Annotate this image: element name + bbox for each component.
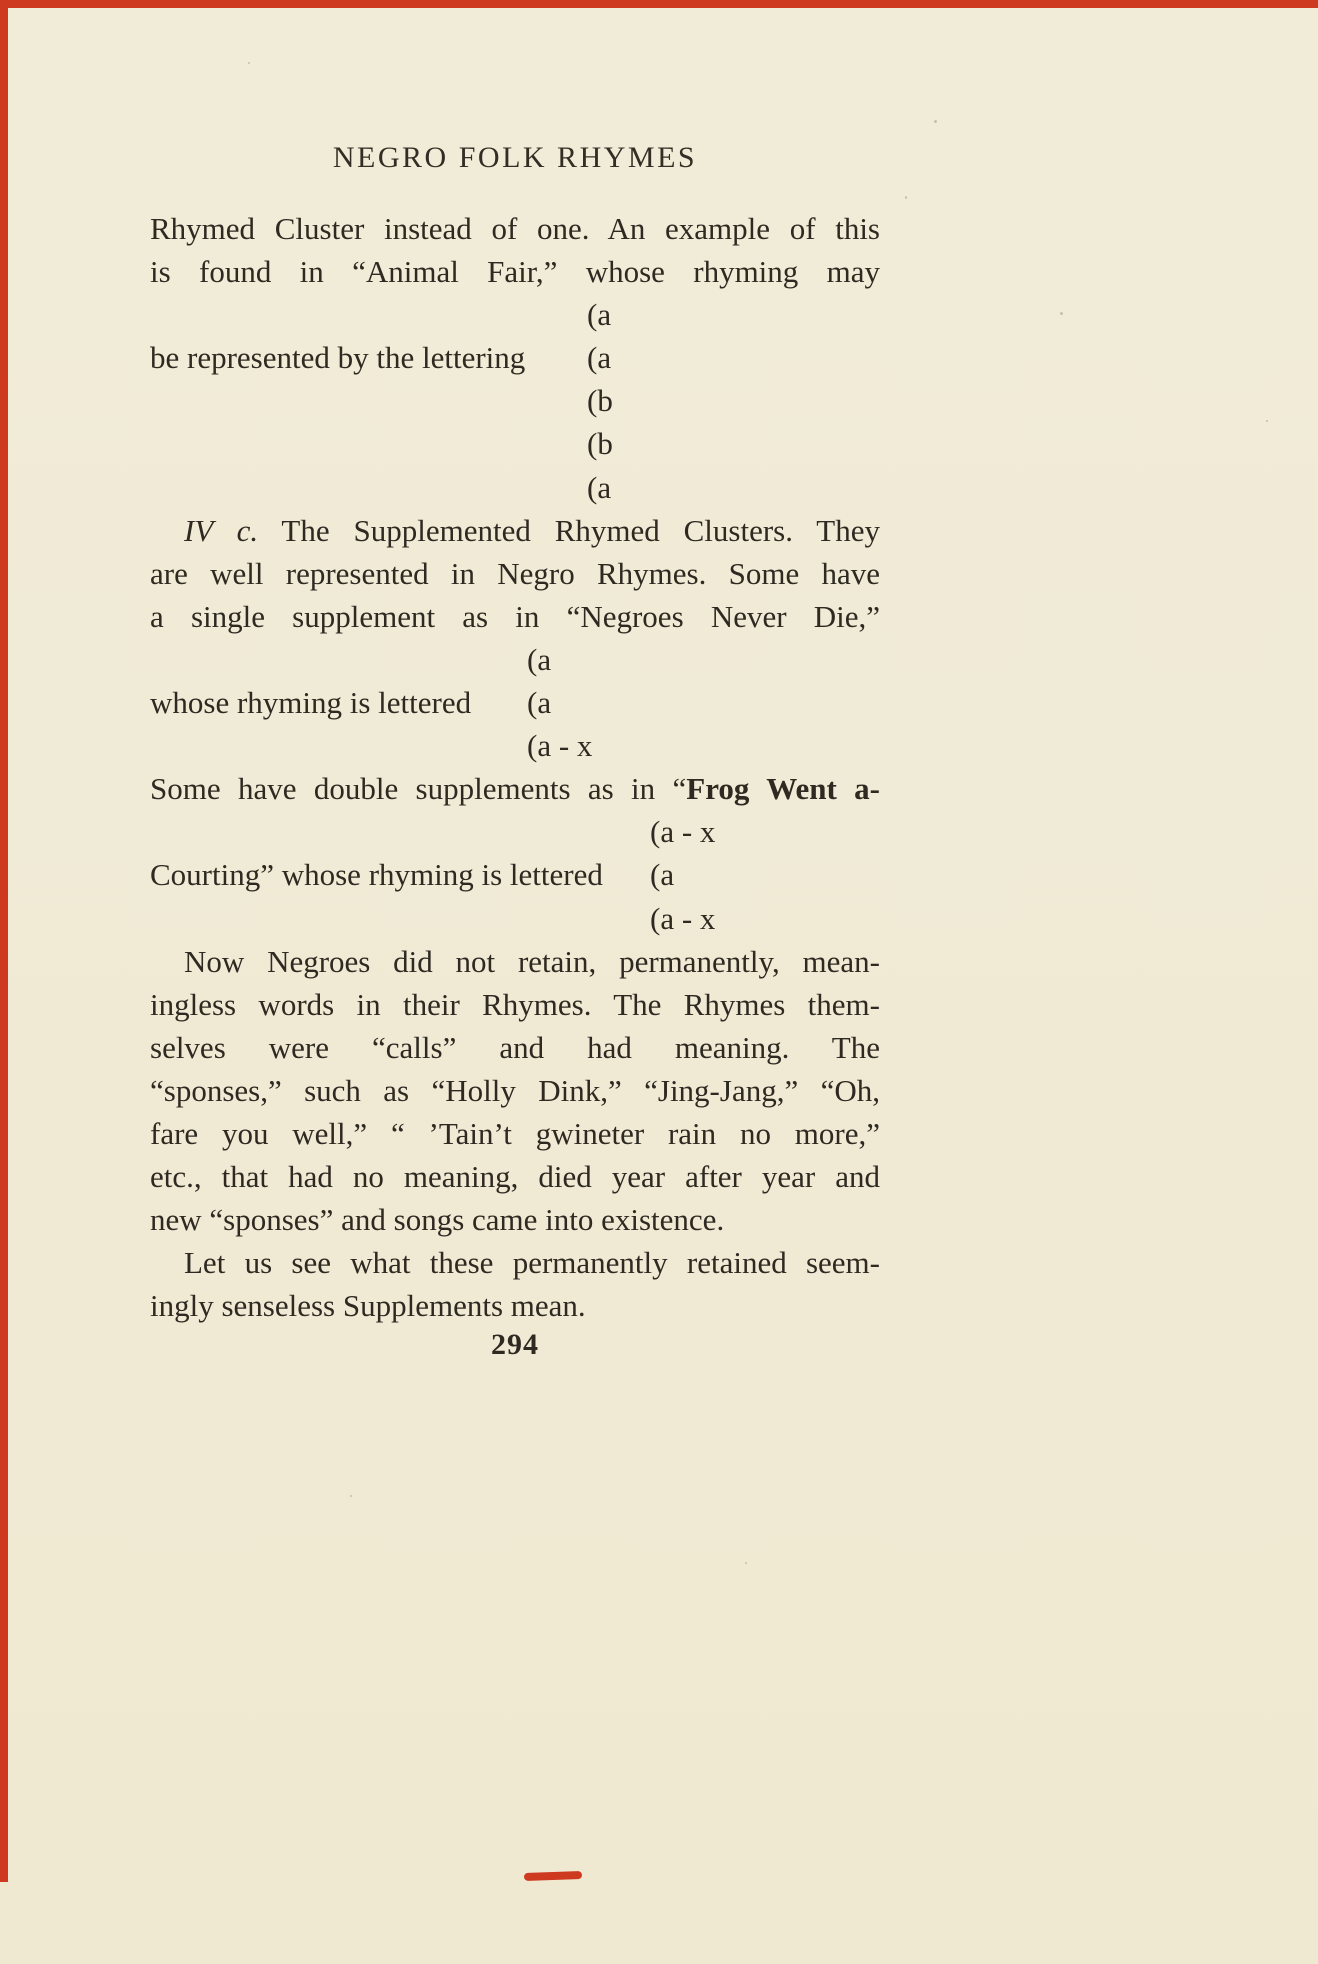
line-text: “sponses,” such as “Holly Dink,” “Jing-Jang,” “Oh, — [150, 1072, 880, 1108]
text-line — [150, 810, 880, 853]
line-text: Rhymed Cluster instead of one. An example of this — [150, 211, 880, 246]
scan-edge-left — [0, 0, 8, 1882]
text-line — [150, 1241, 880, 1284]
scan-speck — [905, 196, 907, 199]
text-line — [150, 1198, 880, 1241]
text-line — [150, 1284, 880, 1327]
text-line — [150, 552, 880, 595]
scan-speck — [350, 1495, 352, 1497]
page-header: NEGRO FOLK RHYMES — [332, 141, 698, 174]
line-text: ingless words in their Rhymes. The Rhymes them- — [150, 986, 880, 1022]
text-line — [150, 1112, 880, 1155]
text-line — [150, 767, 880, 810]
line-text: whose rhyming is lettered — [150, 685, 472, 721]
rhyme-notation: (a - x — [527, 728, 593, 764]
text-line — [150, 509, 880, 552]
text-line — [150, 250, 880, 293]
scan-red-mark — [524, 1871, 582, 1881]
text-line — [150, 638, 880, 681]
line-text: Courting” whose rhyming is lettered — [150, 857, 603, 893]
text-line — [150, 1069, 880, 1112]
line-text: new “sponses” and songs came into existence. — [150, 1202, 725, 1238]
line-text: The Supplemented Rhymed Clusters. They — [258, 512, 880, 548]
line-text: fare you well,” “ ’Tain’t gwineter rain no more,” — [150, 1115, 880, 1151]
line-text: is found in “Animal Fair,” whose rhyming may — [150, 254, 880, 290]
line-text: etc., that had no meaning, died year after year and — [150, 1159, 880, 1195]
text-line — [150, 466, 880, 509]
rhyme-notation: (a — [527, 641, 552, 677]
line-text: selves were “calls” and had meaning. The — [150, 1029, 880, 1065]
line-text: ingly senseless Supplements mean. — [150, 1288, 586, 1324]
scan-edge-top — [0, 0, 1318, 8]
rhyme-notation: (a - x — [650, 900, 716, 936]
text-line — [150, 1026, 880, 1069]
text-line — [150, 983, 880, 1026]
line-text: Some have double supplements as in “ — [150, 771, 687, 807]
line-text: are well represented in Negro Rhymes. Some have — [150, 555, 880, 591]
bold-phrase: Frog Went a- — [686, 771, 880, 807]
rhyme-notation: (b — [587, 426, 613, 462]
scan-speck — [1266, 420, 1268, 422]
rhyme-notation: (a — [650, 857, 675, 893]
italic-lead: IV c. — [184, 512, 259, 548]
rhyme-notation: (a — [587, 469, 612, 505]
page-number: 294 — [491, 1328, 539, 1361]
text-line — [150, 724, 880, 767]
scan-speck — [934, 120, 937, 123]
text-line — [150, 853, 880, 896]
rhyme-notation: (b — [587, 383, 613, 419]
scan-speck — [1060, 312, 1063, 315]
line-text: a single supplement as in “Negroes Never Die,” — [150, 598, 880, 634]
text-line — [150, 207, 880, 250]
line-text: Let us see what these permanently retained seem- — [184, 1245, 880, 1281]
text-line — [150, 293, 880, 336]
text-line — [150, 1155, 880, 1198]
text-line — [150, 897, 880, 940]
scan-speck — [745, 1562, 747, 1564]
rhyme-notation: (a — [587, 340, 612, 376]
text-line — [150, 379, 880, 422]
text-block — [150, 207, 880, 1327]
text-line — [150, 940, 880, 983]
text-line — [150, 422, 880, 465]
scan-speck — [248, 62, 250, 64]
line-text: Now Negroes did not retain, permanently, mean- — [184, 943, 880, 979]
text-line — [150, 595, 880, 638]
text-line — [150, 681, 880, 724]
text-line — [150, 336, 880, 379]
rhyme-notation: (a — [527, 685, 552, 721]
rhyme-notation: (a — [587, 297, 612, 333]
line-text: be represented by the lettering — [150, 340, 526, 376]
rhyme-notation: (a - x — [650, 814, 716, 850]
